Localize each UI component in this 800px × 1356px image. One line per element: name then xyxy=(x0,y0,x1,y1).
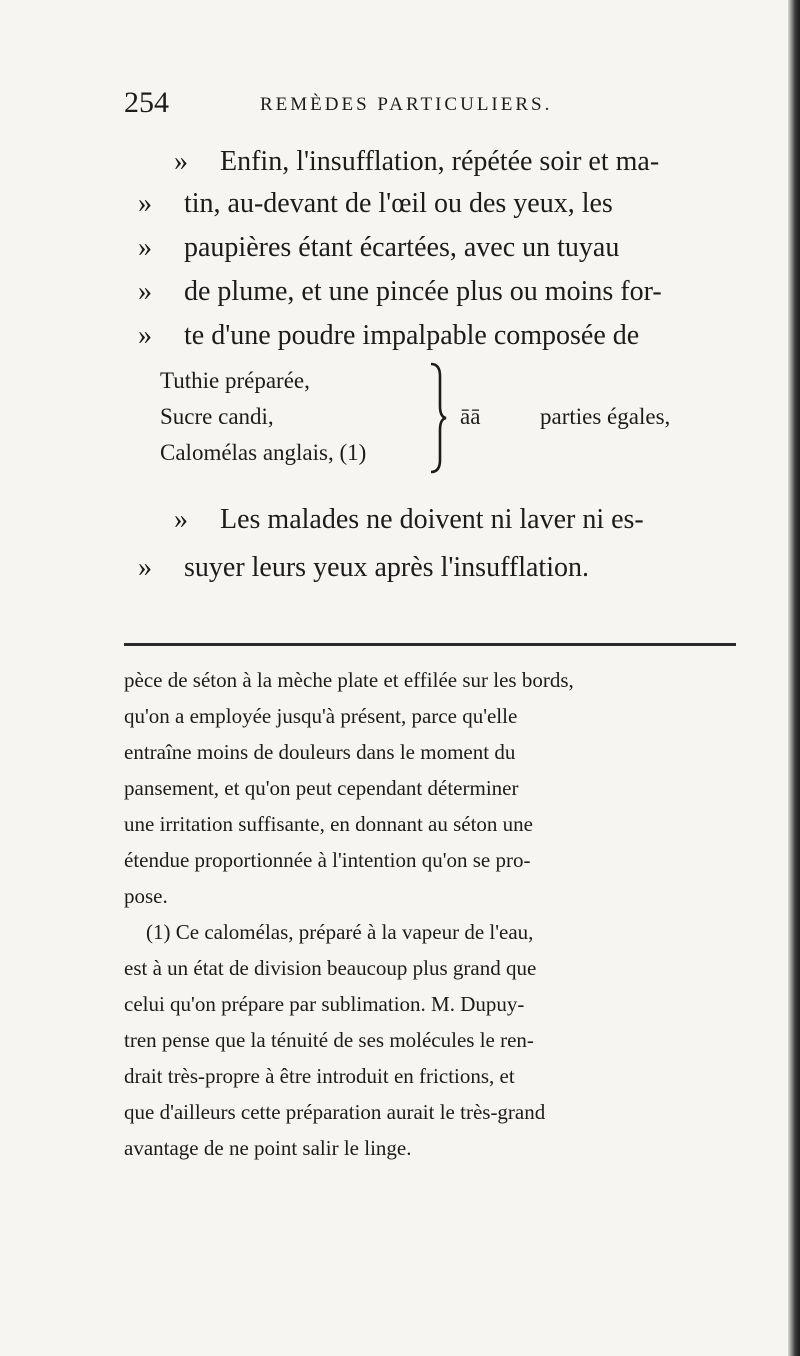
footnote-line: tren pense que la ténuité de ses molécules le ren- xyxy=(124,1028,534,1052)
text-line: » Les malades ne doivent ni laver ni es- xyxy=(174,504,644,535)
text-line: » paupières étant écartées, avec un tuyau xyxy=(138,232,620,263)
text-line: » te d'une poudre impalpable composée de xyxy=(138,320,640,351)
recipe-block xyxy=(160,368,720,468)
page-number: 254 xyxy=(124,86,169,119)
recipe-quantity: āā xyxy=(460,404,481,429)
footnote-line: que d'ailleurs cette préparation aurait le très-grand xyxy=(124,1100,546,1124)
footnote-line: pèce de séton à la mèche plate et effilée sur les bords, xyxy=(124,668,574,692)
recipe-ingredient: Sucre candi, xyxy=(160,404,274,429)
footnote-line: entraîne moins de douleurs dans le moment du xyxy=(124,740,516,764)
footnote-line: pansement, et qu'on peut cependant déterminer xyxy=(124,776,519,800)
running-title: REMÈDES PARTICULIERS. xyxy=(260,94,553,115)
quote-mark: » xyxy=(138,320,152,351)
quote-mark: » xyxy=(138,188,152,219)
footnote-line: étendue proportionnée à l'intention qu'on se pro- xyxy=(124,848,531,872)
brace-icon xyxy=(428,362,448,474)
footnote-line: (1) Ce calomélas, préparé à la vapeur de l'eau, xyxy=(146,920,534,944)
quote-mark: » xyxy=(138,232,152,263)
recipe-ingredient: Tuthie préparée, xyxy=(160,368,310,393)
text-line: » Enfin, l'insufflation, répétée soir et ma- xyxy=(174,146,660,177)
footnote-line: celui qu'on prépare par sublimation. M. Dupuy- xyxy=(124,992,525,1016)
quote-mark: » xyxy=(138,276,152,307)
footnote-line: est à un état de division beaucoup plus grand que xyxy=(124,956,537,980)
page-edge-shadow xyxy=(788,0,800,1356)
quote-mark: » xyxy=(174,504,188,535)
footnote-separator xyxy=(124,643,736,646)
footnote-line: qu'on a employée jusqu'à présent, parce qu'elle xyxy=(124,704,518,728)
footnote-line: avantage de ne point salir le linge. xyxy=(124,1136,412,1160)
footnote-line: pose. xyxy=(124,884,168,908)
text-line: » de plume, et une pincée plus ou moins for- xyxy=(138,276,662,307)
page-header xyxy=(124,86,724,126)
recipe-ingredient: Calomélas anglais, (1) xyxy=(160,440,367,465)
quote-mark: » xyxy=(174,146,188,177)
text-line: » tin, au-devant de l'œil ou des yeux, les xyxy=(138,188,613,219)
recipe-note: parties égales, xyxy=(540,404,671,429)
quote-mark: » xyxy=(138,552,152,583)
footnote-line: drait très-propre à être introduit en frictions, et xyxy=(124,1064,515,1088)
footnote-line: une irritation suffisante, en donnant au séton une xyxy=(124,812,534,836)
text-line: » suyer leurs yeux après l'insufflation. xyxy=(138,552,589,583)
